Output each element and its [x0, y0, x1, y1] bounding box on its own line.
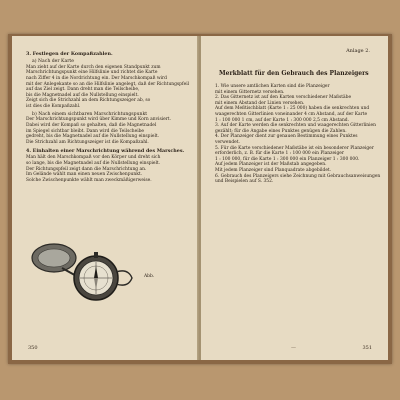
left-page-text: [26, 48, 190, 183]
text-line: Im Gelände wählt man einen neuen Zwischenpunkt.: [26, 172, 143, 178]
text-line: und Beispielen auf S. 352.: [215, 179, 274, 185]
text-line: Man hält den Marschkompaß vor den Körper und dreht sich: [26, 155, 161, 161]
text-line: Solche Zwischenpunkte wählt man zweckmäßigerweise.: [26, 177, 152, 183]
text-line: Auf dem Meßtischblatt (Karte 1 : 25 000) haben die senkrechten und: [215, 106, 370, 112]
text-line: Man zieht auf der Karte durch den eigenen Standpunkt zum: [26, 64, 161, 70]
text-line: 5. Für die Karte verschiedener Maßstäbe ist ein besonderer Planzeiger: [215, 145, 374, 151]
figure-caption: Abb.: [144, 274, 155, 279]
text-line: 1 : 100 000, für die Karte 1 : 300 000 ein Planzeiger 1 : 300 000.: [215, 156, 360, 162]
text-line: so lange, bis die Magnetnadel auf die Nullstellung einspielt.: [26, 160, 161, 166]
text-line: 6. Gebrauch des Planzeigers siehe Zeichnung mit Gebrauchsanweisungen: [215, 173, 381, 179]
text-line: auf das Ziel zeigt. Dann dreht man die Teilscheibe,: [26, 87, 140, 93]
text-line: mit der Anlegekante so an die Hilfslinie angelegt, daß der Richtungspfeil: [26, 81, 190, 87]
text-line: Mit jedem Planzeiger sind Planquadrate abgebildet.: [215, 167, 332, 173]
text-line: 1. Wie unsere amtlichen Karten sind die Planzeiger: [215, 84, 330, 89]
annex-label: Anlage 2.: [346, 48, 370, 54]
subsection-heading: a) Nach der Karte: [32, 59, 74, 64]
text-line: Auf jedem Planzeiger ist der Maßstab angegeben.: [215, 162, 327, 168]
text-line: gedreht, bis die Magnetnadel auf die Nullstellung einspielt.: [26, 134, 160, 140]
right-page-number: 351: [362, 345, 372, 351]
text-line: mit einem Gitternetz versehen.: [215, 89, 285, 95]
text-line: 4. Der Planzeiger dient zur genauen Bestimmung eines Punktes: [215, 134, 358, 140]
text-line: bis die Magnetnadel auf die Nullstellung einspielt.: [26, 92, 139, 98]
page-divider-mark: —: [291, 345, 296, 351]
left-page: [12, 36, 199, 360]
text-line: erforderlich, z. B. für die Karte 1 : 100 000 ein Planzeiger: [215, 151, 344, 157]
section-heading: 3. Festlegen der Kompaßzahlen.: [26, 51, 113, 57]
text-line: ist dies die Kompaßzahl.: [26, 103, 81, 109]
section-heading: 4. Einhalten einer Marschrichtung während des Marsches.: [26, 148, 185, 155]
right-page-text: [215, 84, 381, 185]
right-page: [201, 36, 388, 360]
text-line: Dabei wird der Kompaß so gehalten, daß die Magnetnadel: [26, 122, 157, 128]
left-page-number: 350: [28, 345, 38, 351]
subsection-heading: b) Nach einem sichtbaren Marschrichtungspunkt: [32, 111, 148, 117]
marching-compass-figure: [28, 234, 140, 304]
page-title: Merkblatt für den Gebrauch des Planzeigers: [219, 70, 369, 77]
text-line: Die Strichzahl am Richtungszeiger ist die Kompaßzahl.: [26, 139, 149, 145]
text-line: 2. Das Gitternetz ist auf den Karten verschiedener Maßstäbe: [215, 95, 352, 101]
text-line: Marschrichtungspunkt eine Hilfslinie und richtet die Karte: [26, 70, 158, 76]
text-line: waagerechten Gitterlinien voneinander 4 cm Abstand, auf der Karte: [215, 111, 368, 117]
text-line: verwendet.: [215, 139, 240, 145]
text-line: 1 : 100 000 1 cm, auf der Karte 1 : 300 000 2,5 cm Abstand.: [215, 117, 350, 123]
text-line: im Spiegel sichtbar bleibt. Dann wird die Teilscheibe: [26, 128, 145, 134]
text-line: Zeigt sich die Strichzahl an dem Richtungszeiger ab, so: [26, 98, 151, 104]
text-line: 3. Auf der Karte werden die senkrechten und waagerechten Gitterlinien: [215, 123, 376, 129]
text-line: nach Ziffer 4 in die Nordrichtung ein. Der Marschkompaß wird: [26, 75, 167, 81]
text-line: gezählt; für die Angabe eines Punktes genügen die Zahlen.: [215, 128, 347, 134]
text-line: mit einem Abstand der Linien versehen.: [215, 100, 305, 106]
text-line: Der Richtungspfeil zeigt dann die Marschrichtung an.: [26, 166, 147, 172]
text-line: Der Marschrichtungspunkt wird über Kimme und Korn anvisiert.: [26, 117, 171, 123]
